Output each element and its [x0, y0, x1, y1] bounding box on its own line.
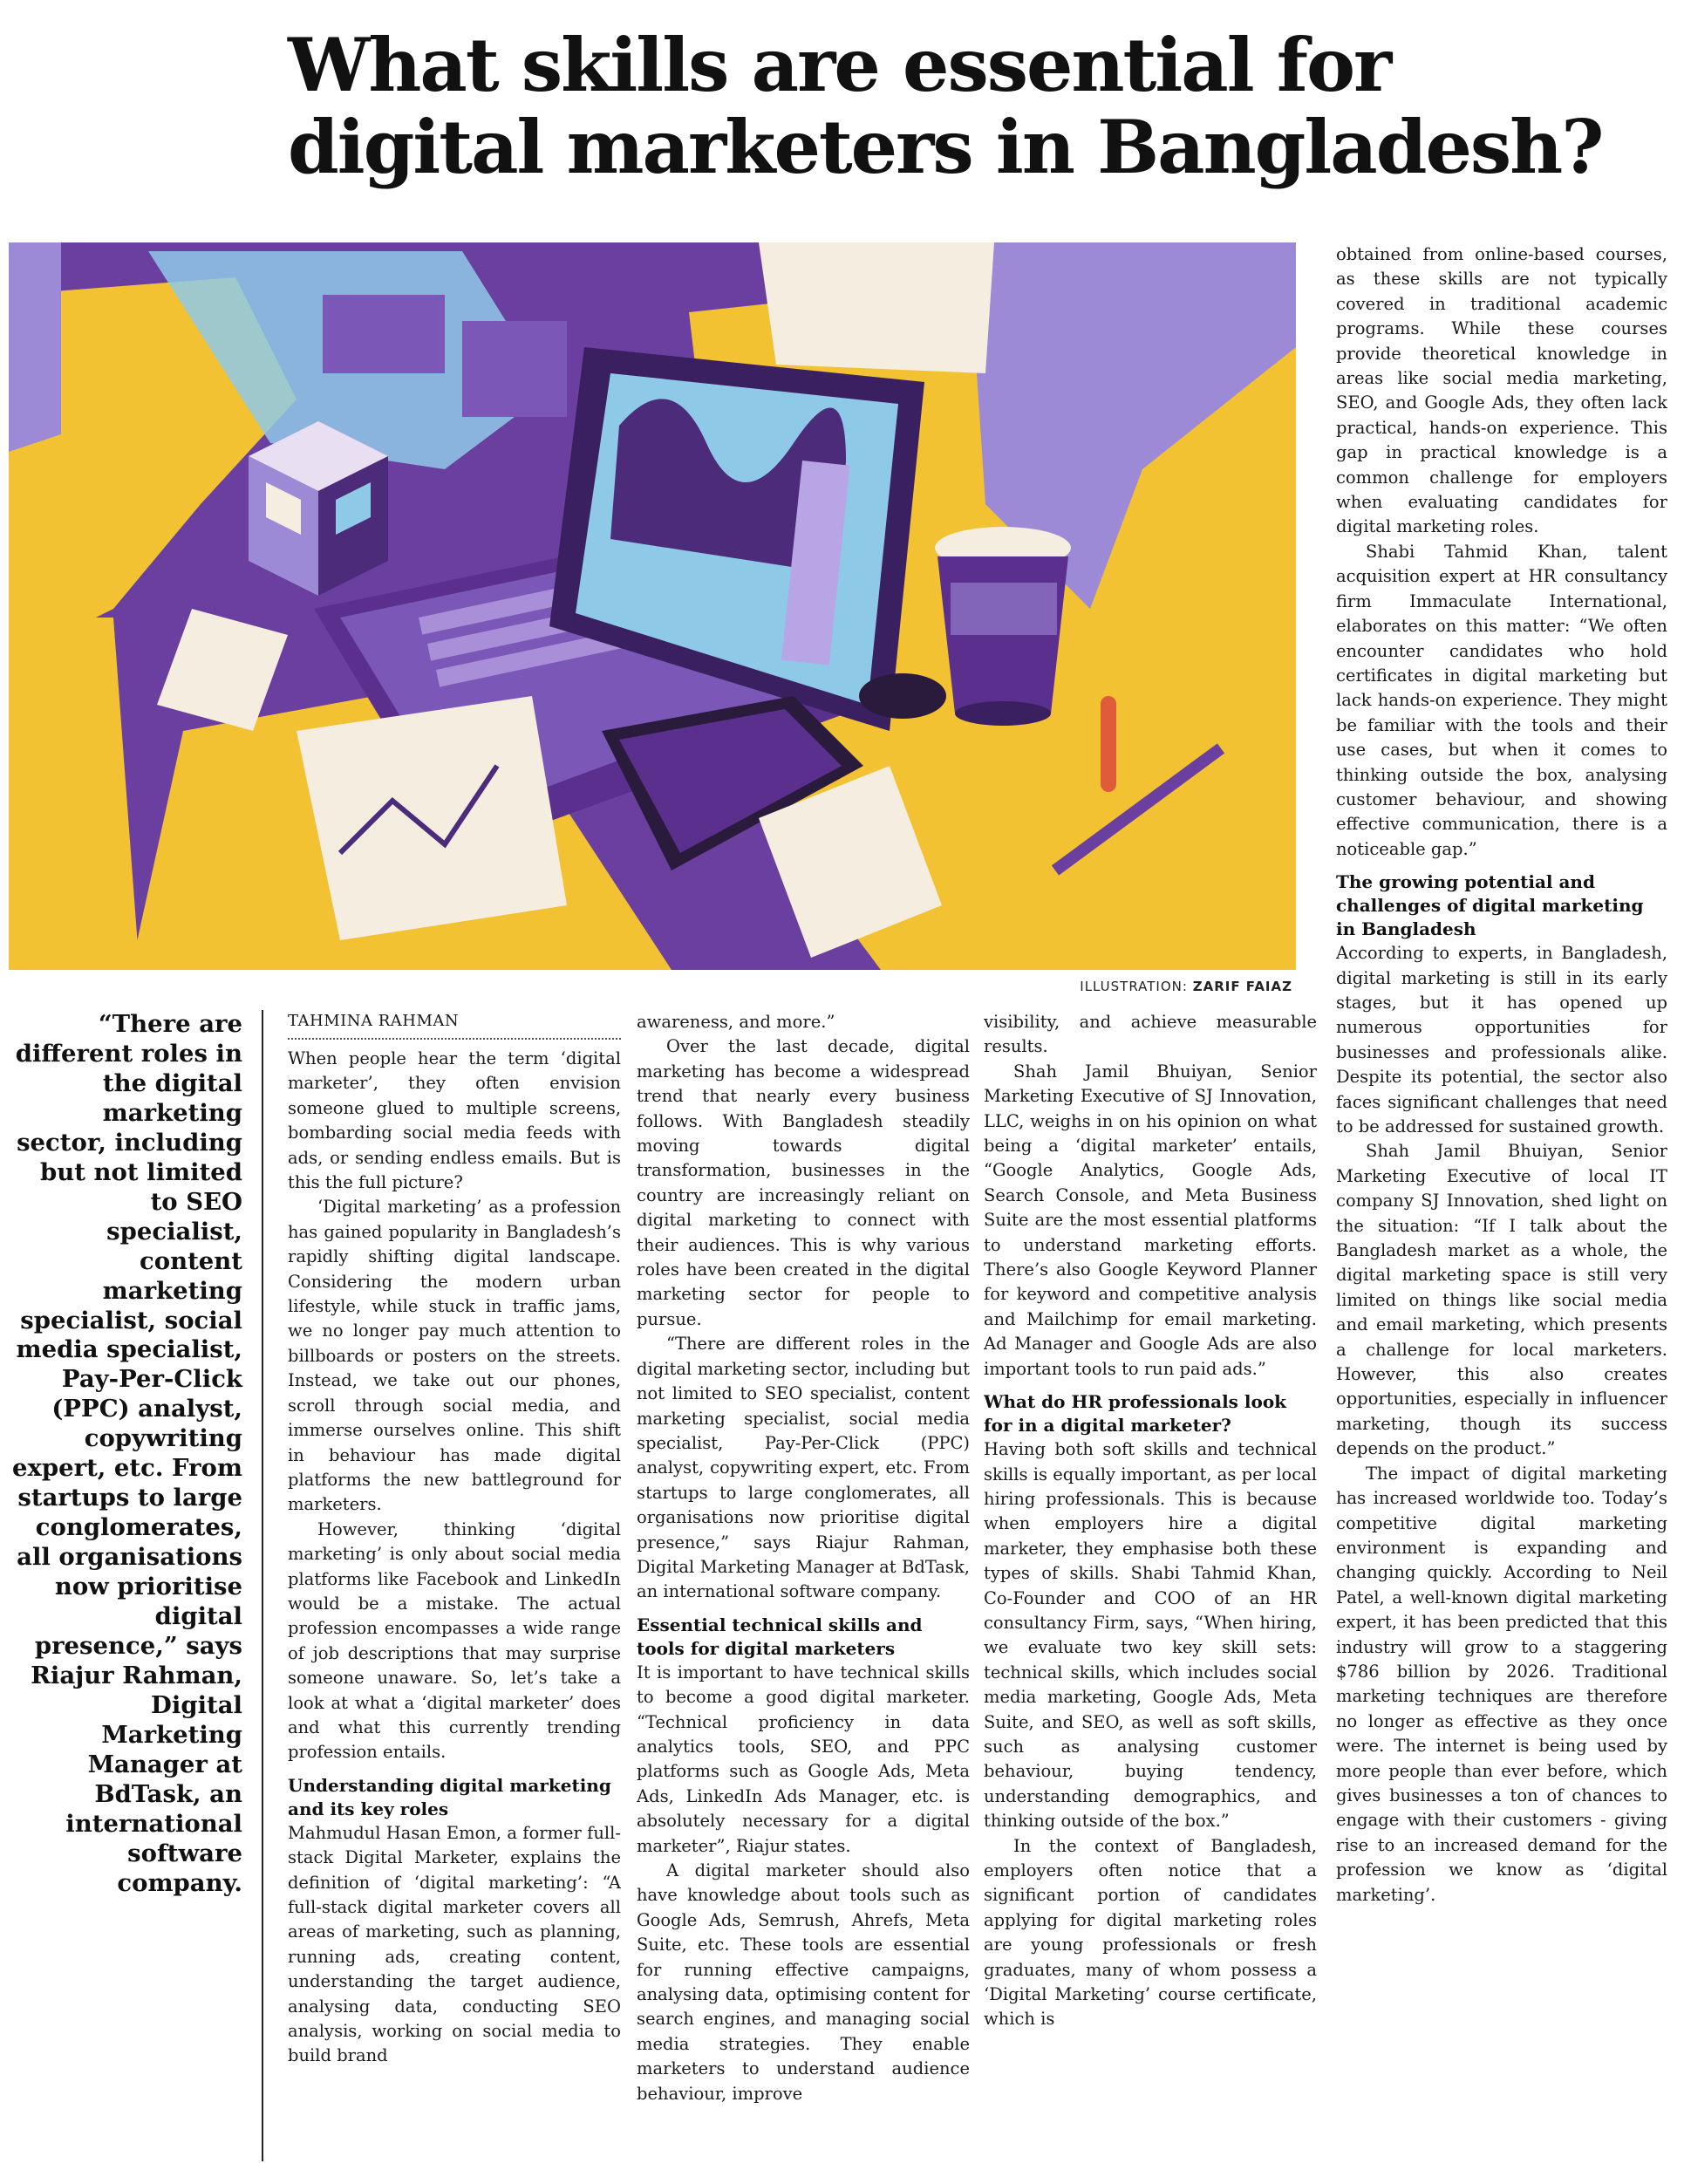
headline: What skills are essential for digital marketers in Bangladesh?: [288, 22, 1603, 191]
paragraph: visibility, and achieve measurable results.: [984, 1012, 1317, 1057]
paragraph: When people hear the term ‘digital marketer’, they often envision someone glued to multiple screens, bombarding social media feeds with ads, or sending endless emails. But is this the full picture?: [288, 1048, 621, 1193]
credit-name: ZARIF FAIAZ: [1192, 979, 1292, 994]
illustration-credit: [1029, 979, 1292, 994]
paragraph: In the context of Bangladesh, employers often notice that a significant portion of candidates applying for digital marketing roles are young professionals or fresh graduates, many of whom possess a ‘Digital Marketing’ course certificate, which is: [984, 1835, 1317, 2030]
paragraph: Shah Jamil Bhuiyan, Senior Marketing Executive of SJ Innovation, LLC, weighs in on his opinion on what being a ‘digital marketer’ entails, “Google Analytics, Google Ads, Search Console, and Meta Business Suite are the most essential platforms to understand marketing efforts. There’s also Google Keyword Planner for keyword and competitive analysis and Mailchimp for email marketing. Ad Manager and Google Ads are also important tools to run paid ads.”: [984, 1061, 1317, 1379]
paragraph: Having both soft skills and technical skills is equally important, as per local hiring professionals. This is because when employers hire a digital marketer, they emphasise both these types of skills. Shabi Tahmid Khan, Co-Founder and COO of an HR consultancy Firm, says, “When hiring, we evaluate two key skill sets: technical skills, which includes social media marketing, Google Ads, Meta Suite, and SEO, as well as soft skills, such as analysing customer behaviour, buying tendency, understanding demographics, and thinking outside of the box.”: [984, 1439, 1317, 1832]
paragraph: Shabi Tahmid Khan, talent acquisition expert at HR consultancy firm Immaculate International, elaborates on this matter: “We often encounter candidates who hold certificates in digital marketing but lack hands-on experience. They might be familiar with the tools and their use cases, but when it comes to thinking outside the box, analysing customer behaviour, and showing effective communication, there is a noticeable gap.”: [1336, 541, 1667, 859]
pull-quote: “There are different roles in the digital marketing sector, including but not limited to SEO specialist, content marketing specialist, social media specialist, Pay-Per-Click (PPC) analyst, copywriting expert, etc. From startups to large conglomerates, all organisations now prioritise digital presence,” says Riajur Rahman, Digital Marketing Manager at BdTask, an international software company.: [11, 1010, 242, 1897]
article-column-2: [637, 1010, 970, 2179]
paragraph: Mahmudul Hasan Emon, a former full-stack Digital Marketer, explains the definition of ‘digital marketing’: “A full-stack digital marketer covers all areas of marketing, such as planning, running ads, creating content, understanding the target audience, analysing data, conducting SEO analysis, working on social media to build brand: [288, 1822, 621, 2066]
section-heading: Essential technical skills and tools for digital marketers: [637, 1614, 923, 1659]
paragraph: According to experts, in Bangladesh, digital marketing is still in its early stages, but it has opened up numerous opportunities for businesses and professionals alike. Despite its potential, the sector also faces significant challenges that need to be addressed for sustained growth.: [1336, 943, 1667, 1136]
section-heading: What do HR professionals look for in a digital marketer?: [984, 1391, 1287, 1437]
paragraph: Over the last decade, digital marketing has become a widespread trend that nearly every business follows. With Bangladesh steadily moving towards digital transformation, businesses in the country are increasingly reliant on digital marketing to connect with their audiences. This is why various roles have been created in the digital marketing sector for people to pursue.: [637, 1036, 970, 1329]
byline: TAHMINA RAHMAN: [288, 1010, 621, 1040]
paragraph: However, thinking ‘digital marketing’ is only about social media platforms like Facebook and LinkedIn would be a mistake. The actual profession encompasses a wide range of job descriptions that may surprise someone unaware. So, let’s take a look at what a ‘digital marketer’ does and what this currently trending profession entails.: [288, 1519, 621, 1763]
article-illustration: [9, 242, 1296, 970]
article-column-1: [288, 1010, 621, 2179]
paragraph: obtained from online-based courses, as these skills are not typically covered in traditional academic programs. While these courses provide theoretical knowledge in areas like social media marketing, SEO, and Google Ads, they often lack practical, hands-on experience. This gap in practical knowledge is a common challenge for employers when evaluating candidates for digital marketing roles.: [1336, 244, 1667, 537]
paragraph: It is important to have technical skills to become a good digital marketer. “Technical proficiency in data analytics tools, SEO, and PPC platforms such as Google Ads, Meta Ads, LinkedIn Ads Manager, etc. is absolutely necessary for a digital marketer”, Riajur states.: [637, 1662, 970, 1856]
paragraph: A digital marketer should also have knowledge about tools such as Google Ads, Semrush, Ahrefs, Meta Suite, etc. These tools are essential for running effective campaigns, analysing data, optimising content for search engines, and managing social media strategies. They enable marketers to understand audience behaviour, improve: [637, 1860, 970, 2104]
credit-label: ILLUSTRATION:: [1080, 979, 1188, 994]
paragraph: The impact of digital marketing has increased worldwide too. Today’s competitive digital marketing environment is expanding and changing quickly. According to Neil Patel, a well-known digital marketing expert, it has been predicted that this industry will grow to a staggering $786 billion by 2026. Traditional marketing techniques are therefore no longer as effective as they once were. The internet is being used by more people than ever before, which gives businesses a ton of chances to engage with their customers - giving rise to an increased demand for the profession we know as ‘digital marketing’.: [1336, 1463, 1667, 1905]
article-column-3: [984, 1010, 1317, 2179]
paragraph: Shah Jamil Bhuiyan, Senior Marketing Executive of local IT company SJ Innovation, shed light on the situation: “If I talk about the Bangladesh market as a whole, the digital marketing space is still very limited on things like social media and email marketing, which presents a challenge for local marketers. However, this also creates opportunities, especially in influencer marketing, though its success depends on the product.”: [1336, 1141, 1667, 1459]
paragraph: “There are different roles in the digital marketing sector, including but not limited to SEO specialist, content marketing specialist, social media specialist, Pay-Per-Click (PPC) analyst, copywriting expert, etc. From startups to large conglomerates, all organisations now prioritise digital presence,” says Riajur Rahman, Digital Marketing Manager at BdTask, an international software company.: [637, 1334, 970, 1602]
paragraph: ‘Digital marketing’ as a profession has gained popularity in Bangladesh’s rapidly shifting digital landscape. Considering the modern urban lifestyle, while stuck in traffic jams, we no longer pay much attention to billboards or posters on the streets. Instead, we take out our phones, scroll through social media, and immerse ourselves online. This shift in behaviour has made digital platforms the new battleground for marketers.: [288, 1197, 621, 1515]
article-column-4: [1336, 242, 1667, 2179]
column-rule: [262, 1010, 263, 2161]
paragraph: awareness, and more.”: [637, 1012, 835, 1032]
section-heading: The growing potential and challenges of digital marketing in Bangladesh: [1336, 871, 1644, 940]
section-heading: Understanding digital marketing and its key roles: [288, 1774, 611, 1819]
